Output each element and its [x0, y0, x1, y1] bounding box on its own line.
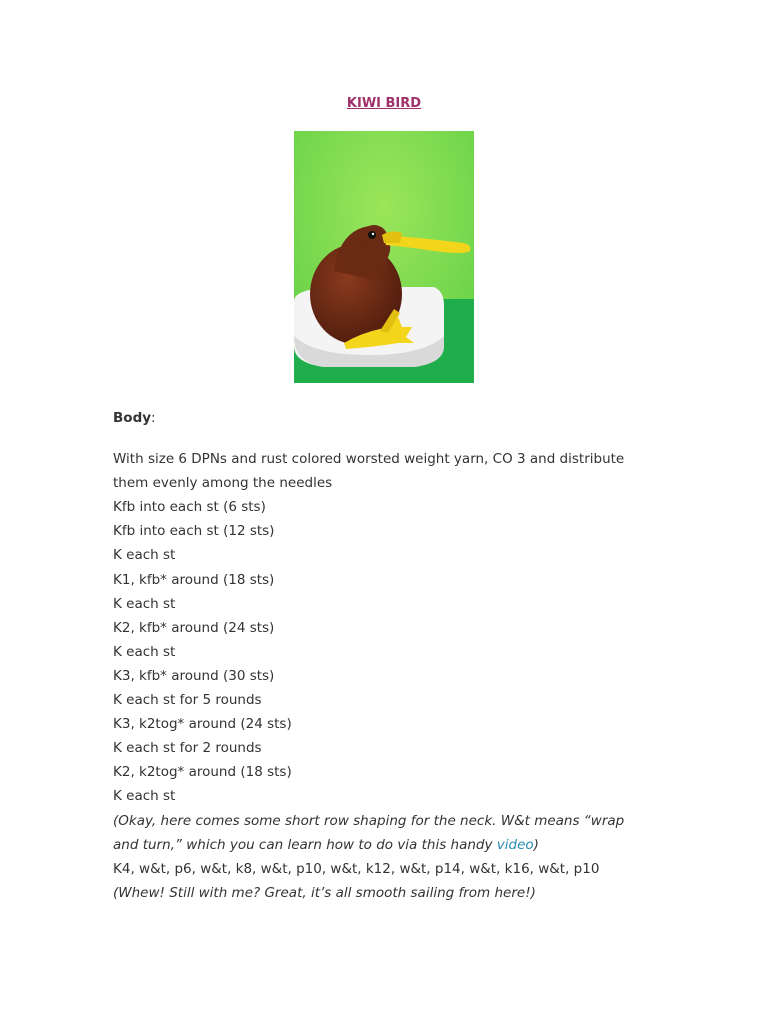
- section-heading: Body:: [113, 410, 156, 426]
- instruction-line: K1, kfb* around (18 sts): [113, 571, 275, 588]
- kiwi-bird-photo: [294, 131, 474, 383]
- instruction-line: K each st: [113, 547, 176, 564]
- pattern-content: [113, 406, 653, 905]
- instruction-line: K2, k2tog* around (18 sts): [113, 764, 292, 781]
- short-row-note: (Okay, here comes some short row shaping for the neck. W&t means “wrap and turn,” which you can learn how to do via this handy video): [113, 812, 625, 853]
- instruction-line: Kfb into each st (6 sts): [113, 499, 266, 516]
- instruction-line: K each st: [113, 643, 176, 660]
- encouragement-note: (Whew! Still with me? Great, it’s all smooth sailing from here!): [113, 884, 536, 901]
- instruction-line: Kfb into each st (12 sts): [113, 523, 275, 540]
- instruction-line: K3, kfb* around (30 sts): [113, 667, 275, 684]
- instruction-line: K each st for 5 rounds: [113, 692, 262, 709]
- instruction-line: K each st: [113, 788, 176, 805]
- instruction-line: K2, kfb* around (24 sts): [113, 619, 275, 636]
- short-row-instruction: K4, w&t, p6, w&t, k8, w&t, p10, w&t, k12, w&t, p14, w&t, k16, w&t, p10: [113, 860, 600, 877]
- instruction-line: With size 6 DPNs and rust colored worsted weight yarn, CO 3 and distribute them evenly among the needles: [113, 451, 625, 492]
- instruction-line: K3, k2tog* around (24 sts): [113, 716, 292, 733]
- instruction-line: K each st: [113, 595, 176, 612]
- pattern-title[interactable]: KIWI BIRD: [346, 96, 422, 111]
- instruction-line: K each st for 2 rounds: [113, 740, 262, 757]
- video-link[interactable]: video: [496, 836, 534, 853]
